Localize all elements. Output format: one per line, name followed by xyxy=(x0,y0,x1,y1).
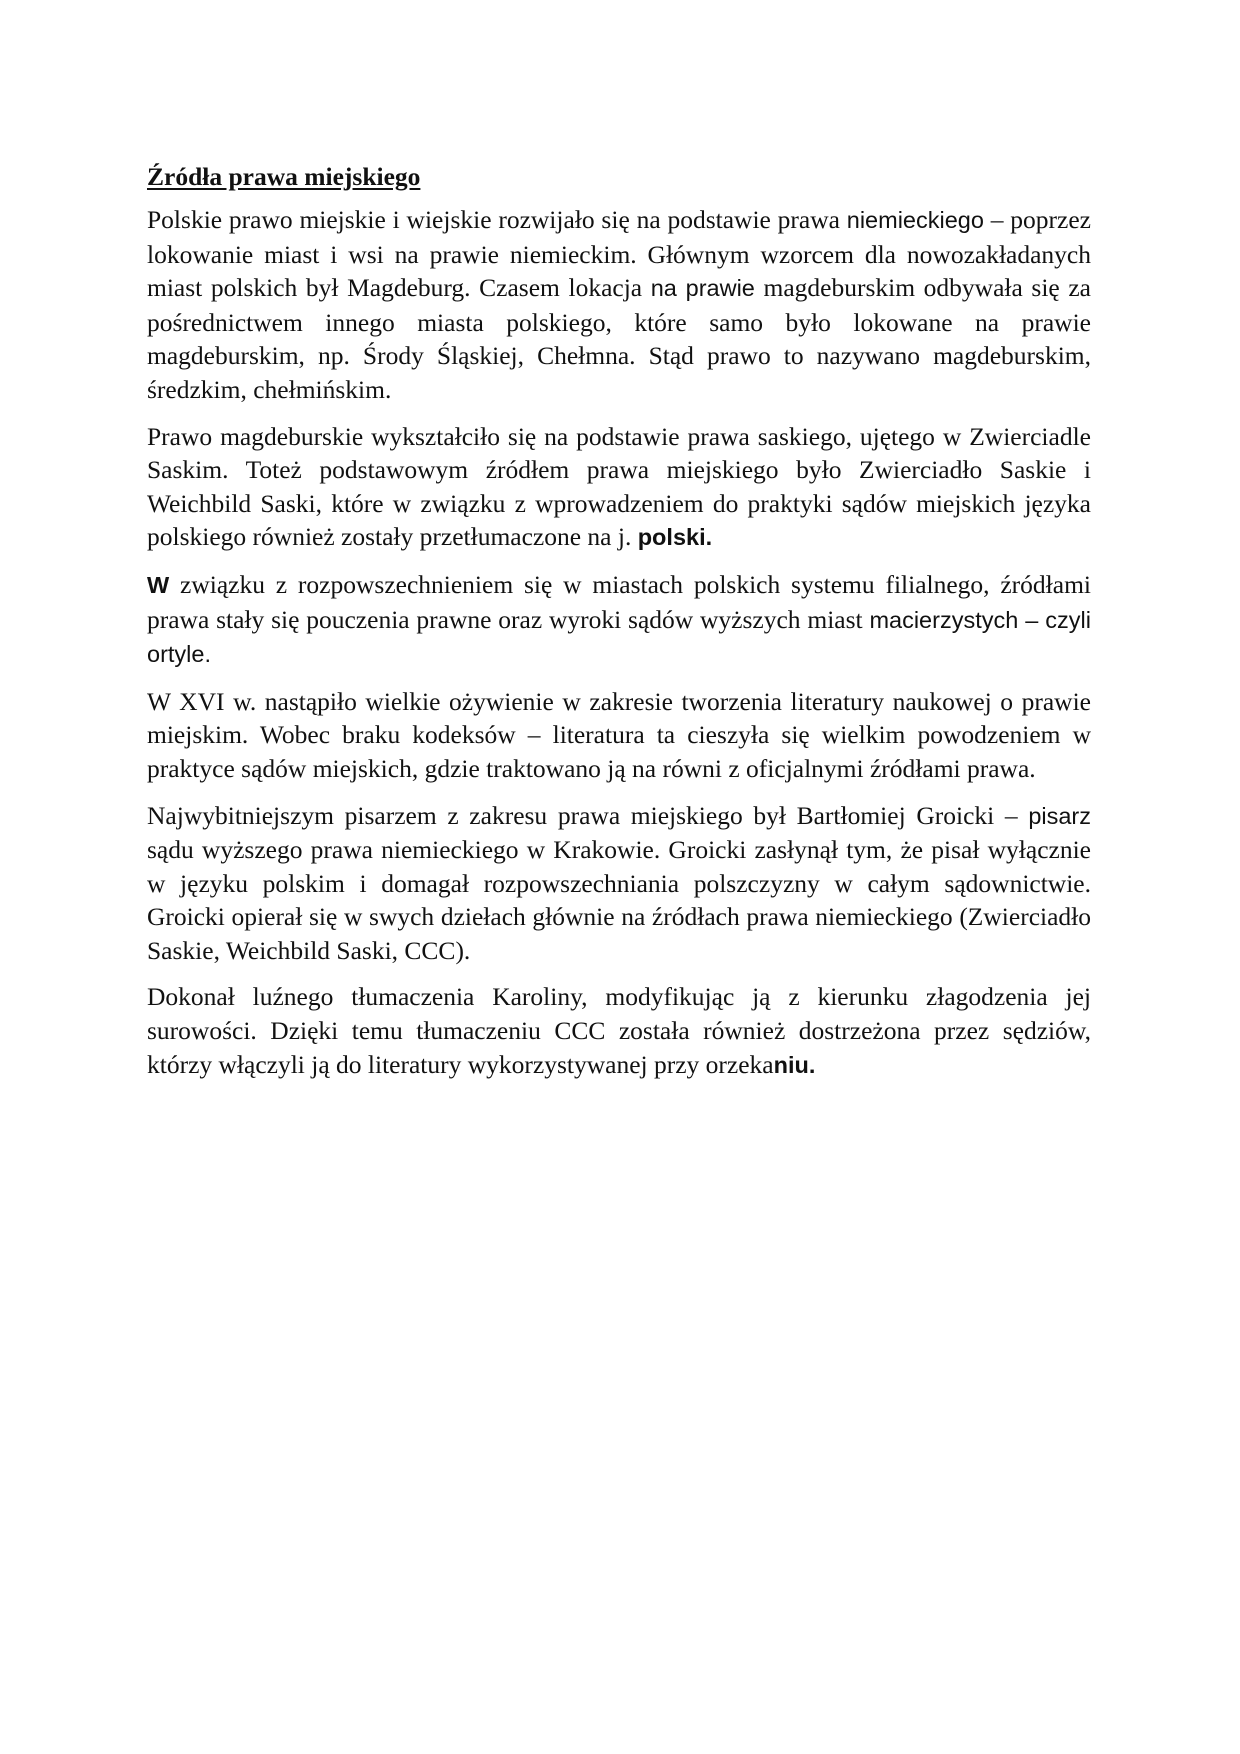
text-segment: W xyxy=(147,571,170,598)
paragraph-1 xyxy=(147,203,1091,407)
document-body xyxy=(147,160,1091,1095)
paragraph-4 xyxy=(147,685,1091,786)
text-segment: pisarz xyxy=(1028,802,1091,829)
paragraph-5 xyxy=(147,799,1091,968)
text-segment: Najwybitniejszym pisarzem z zakresu prawa miejskiego był Bartłomiej Groicki – xyxy=(147,800,1029,830)
document-title: Źródła prawa miejskiego xyxy=(147,162,421,191)
text-segment: W XVI w. nastąpiło wielkie ożywienie w zakresie tworzenia literatury naukowej o prawie miejskim. Wobec braku kodeksów – literatura ta cieszyła się wielkim powodzeniem w praktyce sądów miejskich, gdzie traktowano ją na równi z oficjalnymi źródłami prawa. xyxy=(147,686,1091,783)
text-segment: Polskie prawo miejskie i wiejskie rozwijało się na podstawie prawa xyxy=(147,205,847,234)
text-segment: – poprzez lokowanie miast i wsi na prawie niemieckim. Głównym wzorcem dla nowozakładanych miast polskich był Magdeburg. Czasem lokacja xyxy=(147,205,1091,303)
text-segment: Prawo magdeburskie wykształciło się na podstawie prawa saskiego, ujętego w Zwierciadle Saskim. Toteż podstawowym źródłem prawa miejskiego było Zwierciadło Saskie i Weichbild Saski, które w związku z wprowadzeniem do praktyki sądów miejskich języka polskiego również zostały przetłumaczone na j. xyxy=(147,421,1091,552)
paragraph-2 xyxy=(147,420,1091,555)
paragraph-3 xyxy=(147,568,1091,672)
text-segment: związku z rozpowszechnieniem się w miastach polskich systemu filialnego, źródłami prawa stały się pouczenia prawne oraz wyroki sądów wyższych miast xyxy=(147,569,1091,634)
text-segment: niemieckiego xyxy=(846,207,984,233)
text-segment: sądu wyższego prawa niemieckiego w Krakowie. Groicki zasłynął tym, że pisał wyłącznie w języku polskim i domagał rozpowszechniania polszczyzny w całym sądownictwie. Groicki opierał się w swych dziełach głównie na źródłach prawa niemieckiego (Zwierciadło Saskie, Weichbild Saski, CCC). xyxy=(147,835,1091,965)
text-segment: Dokonał luźnego tłumaczenia Karoliny, modyfikując ją z kierunku złagodzenia jej surowości. Dzięki temu tłumaczeniu CCC została również dostrzeżona przez sędziów, którzy włączyli ją do literatury wykorzystywanej przy orzeka xyxy=(147,982,1091,1079)
text-segment: macierzystych – czyli ortyle. xyxy=(147,606,1092,668)
text-segment: magdeburskim odbywała się za pośrednictwem innego miasta polskiego, które samo było lokowane na prawie magdeburskim, np. Środy Śląskiej, Chełmna. Stąd prawo to nazywano magdeburskim, średzkim, chełmińskim. xyxy=(147,273,1091,404)
text-segment: polski. xyxy=(637,524,713,551)
paragraph-6 xyxy=(147,980,1091,1082)
text-segment: niu. xyxy=(773,1051,816,1078)
text-segment: na prawie xyxy=(650,275,755,302)
